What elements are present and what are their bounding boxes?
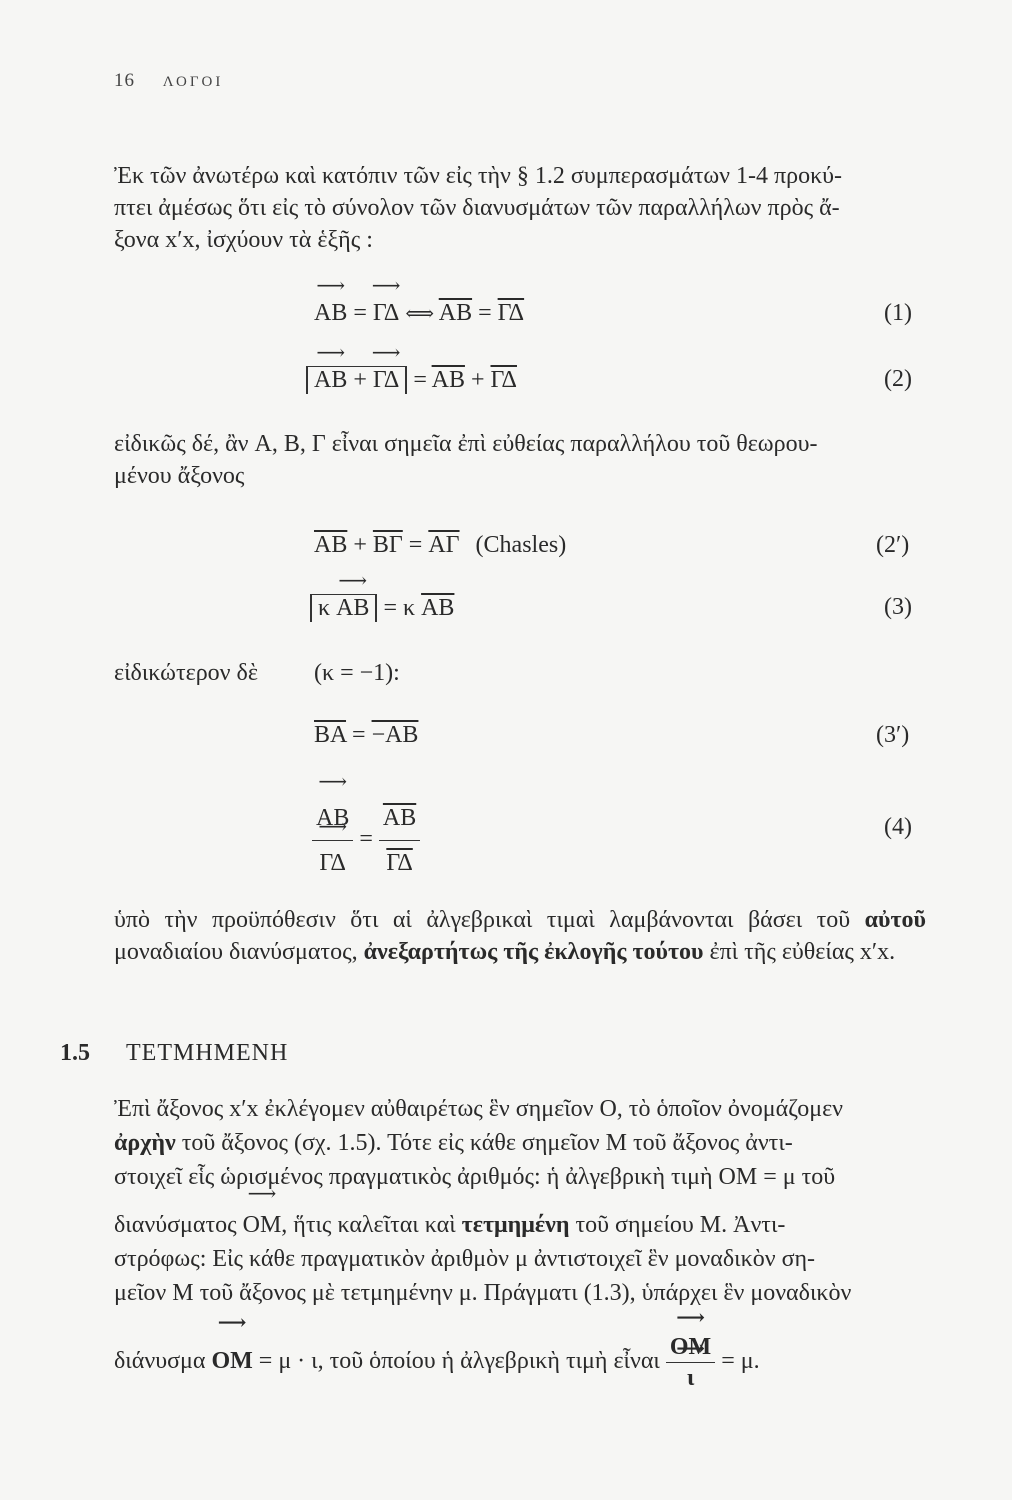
intro-paragraph xyxy=(114,160,926,256)
text-line: στοιχεῖ εἷς ὡρισμένος πραγματικὸς ἀριθμός: ἡ ἀλγεβρικὴ τιμὴ OM = μ τοῦ xyxy=(114,1164,836,1190)
section-number: 1.5 xyxy=(60,1040,90,1066)
algebraic-ab: $\overline{AB}$ xyxy=(382,805,417,831)
vector-om: ⟶ OM xyxy=(243,1208,282,1242)
vector-ab: ⟶ AB xyxy=(314,367,347,394)
bracket-sum xyxy=(306,366,407,394)
equation-number: (2′) xyxy=(876,532,910,558)
plus-sign: + xyxy=(470,367,485,393)
equals-sign: = xyxy=(408,532,423,558)
algebraic-minus-ab: −AB xyxy=(371,722,419,748)
chasles-note: (Chasles) xyxy=(475,532,567,558)
text-span: ὑπὸ τὴν προϋπόθεσιν ὅτι αἱ ἀλγεβρικαὶ τιμαὶ λαμβάνονται βάσει τοῦ xyxy=(114,907,851,933)
equation-3 xyxy=(310,594,454,622)
equals-sign: = xyxy=(352,722,366,748)
text-span: μοναδιαίου διανύσματος, xyxy=(114,939,358,965)
equation-4 xyxy=(312,796,420,885)
equation-3-prime xyxy=(314,722,418,749)
text-line: μεῖον M τοῦ ἄξονος μὲ τετμημένην μ. Πράγματι (1.3), ὑπάρχει ἓν μοναδικὸν xyxy=(114,1280,852,1306)
algebraic-gd: ΓΔ xyxy=(386,850,413,876)
text-line: μένου ἄξονος xyxy=(114,463,245,489)
text-line: εἰδικῶς δέ, ἂν A, B, Γ εἶναι σημεῖα ἐπὶ εὐθείας παραλλήλου τοῦ θεωρου- xyxy=(114,431,818,457)
text-line: Ἐκ τῶν ἀνωτέρω καὶ κατόπιν τῶν εἰς τὴν § 1.2 συμπερασμάτων 1-4 προκύ- xyxy=(114,163,843,189)
emphasis: ἀνεξαρτήτως τῆς ἐκλογῆς τούτου xyxy=(363,939,704,965)
special-case-condition: (κ = −1): xyxy=(314,660,400,686)
text-line: στρόφως: Εἰς κάθε πραγματικὸν ἀριθμὸν μ ἀντιστοιχεῖ ἓν μοναδικὸν ση- xyxy=(114,1246,816,1272)
running-title: ΛΟΓΟΙ xyxy=(162,74,224,90)
equation-number: (4) xyxy=(884,814,912,840)
vector-iota: ⟶ ι xyxy=(687,1363,694,1393)
algebraic-gd: $\overline{\Gamma\Delta}$ xyxy=(490,367,517,393)
text-span: διανύσματος xyxy=(114,1212,237,1238)
equals-sign: = xyxy=(413,367,427,393)
bracket-scalar xyxy=(310,594,377,622)
middle-paragraph xyxy=(114,428,926,492)
page-number: 16 xyxy=(114,70,135,91)
equals-sign: = xyxy=(353,300,367,326)
plus-sign: + xyxy=(353,532,367,558)
algebraic-bg: $\overline{B\Gamma}$ xyxy=(372,532,403,558)
special-case-label: εἰδικώτερον δὲ xyxy=(114,660,258,686)
section-title: ΤΕΤΜΗΜΕΝΗ xyxy=(126,1040,289,1066)
vector-gd: ⟶ ΓΔ xyxy=(373,300,399,327)
text-line: πτει ἀμέσως ὅτι εἰς τὸ σύνολον τῶν διανυσμάτων τῶν παραλλήλων πρὸς ἄ- xyxy=(114,195,840,221)
vector-ratio xyxy=(312,796,353,885)
text-span: ἐπὶ τῆς εὐθείας x′x. xyxy=(709,939,896,965)
vector-gd: ⟶ ΓΔ xyxy=(319,841,345,885)
algebraic-ab: $\overline{AB}$ xyxy=(421,595,455,621)
text-line xyxy=(114,1332,926,1393)
emphasis: ἀρχὴν xyxy=(114,1130,176,1156)
iff-symbol: ⟺ xyxy=(405,303,435,325)
text-line xyxy=(114,1208,926,1242)
text-line xyxy=(114,1126,926,1160)
scalar-k: κ xyxy=(318,595,331,621)
equals-sign: = xyxy=(478,300,492,326)
algebraic-gd: $\overline{\Gamma\Delta}$ xyxy=(497,300,525,326)
equals-sign: = xyxy=(383,595,397,621)
section-paragraph xyxy=(114,1092,926,1393)
algebraic-ba: $\overline{BA}$ xyxy=(314,722,347,748)
page-header xyxy=(114,70,223,92)
equals-sign: = xyxy=(359,826,373,853)
vector-ab: ⟶ AB xyxy=(336,595,369,622)
text-span: διάνυσμα xyxy=(114,1348,206,1375)
emphasis: αὐτοῦ xyxy=(864,907,926,933)
plus-sign: + xyxy=(353,367,367,393)
text-paragraph xyxy=(114,904,926,968)
equation-2-prime xyxy=(314,532,566,559)
text-line: Ἐπὶ ἄξονος x′x ἐκλέγομεν αὐθαιρέτως ἓν σημεῖον O, τὸ ὁποῖον ὀνομάζομεν xyxy=(114,1096,843,1122)
text-line: ξονα x′x, ἰσχύουν τὰ ἑξῆς : xyxy=(114,227,373,253)
equation-2 xyxy=(306,366,517,394)
vector-om: ⟶ OM xyxy=(211,1337,252,1385)
text-span: = μ. xyxy=(721,1348,760,1375)
after-equations-paragraph xyxy=(114,904,926,968)
equation-number: (1) xyxy=(884,300,912,326)
algebraic-ratio xyxy=(379,796,420,885)
algebraic-ab: $\overline{AB}$ xyxy=(438,300,473,326)
algebraic-ag: $\overline{A\Gamma}$ xyxy=(428,532,460,558)
om-over-iota xyxy=(666,1332,715,1393)
emphasis: τετμημένη xyxy=(461,1212,570,1238)
equation-number: (3′) xyxy=(876,722,910,748)
text-span: , ἥτις καλεῖται καὶ xyxy=(281,1212,456,1238)
vector-gd: ⟶ ΓΔ xyxy=(373,367,399,394)
vector-om: ⟶ OM xyxy=(670,1332,711,1362)
scalar-k: κ xyxy=(402,595,416,621)
algebraic-ab: $\overline{AB}$ xyxy=(314,532,348,558)
text-span: τοῦ ἄξονος (σχ. 1.5). Τότε εἰς κάθε σημεῖον M τοῦ ἄξονος ἀντι- xyxy=(181,1130,793,1156)
vector-ab: ⟶ AB xyxy=(314,300,347,327)
algebraic-ab: $\overline{AB}$ xyxy=(431,367,465,393)
text-span: = μ · ι, τοῦ ὁποίου ἡ ἀλγεβρικὴ τιμὴ εἶναι xyxy=(258,1348,660,1375)
text-span: τοῦ σημείου M. Ἀντι- xyxy=(575,1212,786,1238)
equation-number: (2) xyxy=(884,366,912,392)
vector-ab: ⟶ AB xyxy=(316,796,349,840)
equation-1 xyxy=(314,300,524,327)
equation-number: (3) xyxy=(884,594,912,620)
